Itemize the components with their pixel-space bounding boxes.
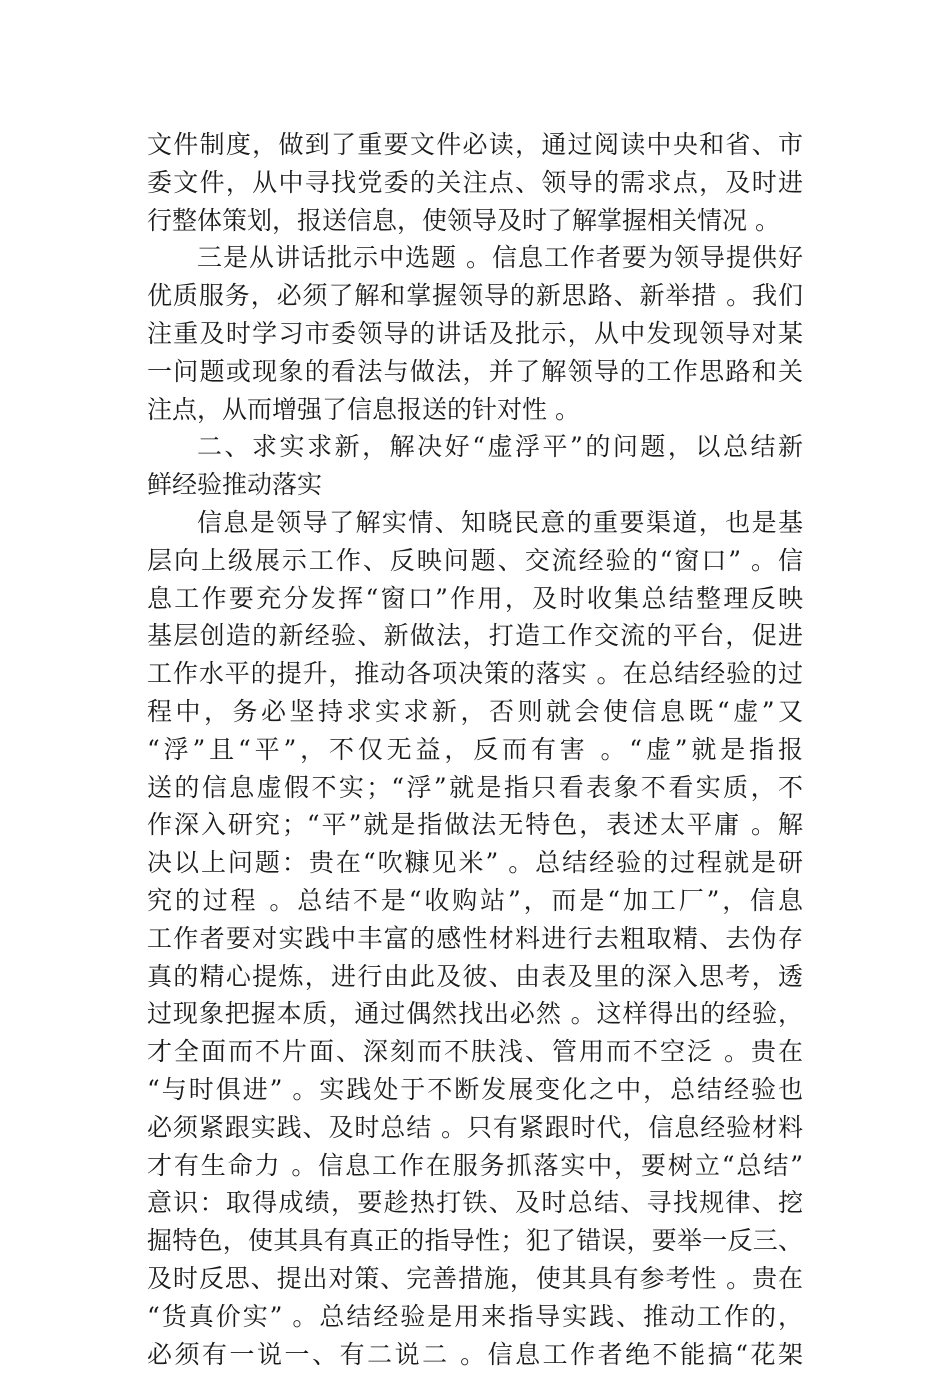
text-line: 究的过程 。总结不是“收购站”，而是“加工厂”，信息 bbox=[147, 882, 803, 920]
text-line: 信息是领导了解实情、知晓民意的重要渠道，也是基 bbox=[147, 504, 803, 542]
text-line: 送的信息虚假不实；“浮”就是指只看表象不看实质，不 bbox=[147, 769, 803, 807]
text-line: 程中，务必坚持求实求新，否则就会使信息既“虚”又 bbox=[147, 693, 803, 731]
body-text bbox=[147, 126, 803, 1373]
text-line: 才全面而不片面、深刻而不肤浅、管用而不空泛 。贵在 bbox=[147, 1033, 803, 1071]
text-line: 必须紧跟实践、及时总结 。只有紧跟时代，信息经验材料 bbox=[147, 1109, 803, 1147]
text-line: 意识：取得成绩，要趁热打铁、及时总结、寻找规律、挖 bbox=[147, 1184, 803, 1222]
text-line: “货真价实” 。总结经验是用来指导实践、推动工作的， bbox=[147, 1298, 803, 1336]
text-line: 才有生命力 。信息工作在服务抓落实中，要树立“总结” bbox=[147, 1147, 803, 1185]
text-line: 委文件，从中寻找党委的关注点、领导的需求点，及时进 bbox=[147, 164, 803, 202]
text-line: 工作水平的提升，推动各项决策的落实 。在总结经验的过 bbox=[147, 655, 803, 693]
text-line: 真的精心提炼，进行由此及彼、由表及里的深入思考，透 bbox=[147, 958, 803, 996]
text-line: 必须有一说一、有二说二 。信息工作者绝不能搞“花架 bbox=[147, 1336, 803, 1373]
text-line: 注点，从而增强了信息报送的针对性 。 bbox=[147, 391, 803, 429]
text-line: 作深入研究；“平”就是指做法无特色，表述太平庸 。解 bbox=[147, 806, 803, 844]
text-line: 二、求实求新，解决好“虚浮平”的问题，以总结新 bbox=[147, 428, 803, 466]
text-line: 过现象把握本质，通过偶然找出必然 。这样得出的经验， bbox=[147, 995, 803, 1033]
text-line: 掘特色，使其具有真正的指导性；犯了错误，要举一反三、 bbox=[147, 1222, 803, 1260]
text-line: 基层创造的新经验、新做法，打造工作交流的平台，促进 bbox=[147, 617, 803, 655]
text-line: 优质服务，必须了解和掌握领导的新思路、新举措 。我们 bbox=[147, 277, 803, 315]
text-line: 层向上级展示工作、反映问题、交流经验的“窗口” 。信 bbox=[147, 542, 803, 580]
text-line: 三是从讲话批示中选题 。信息工作者要为领导提供好 bbox=[147, 239, 803, 277]
text-line: 文件制度，做到了重要文件必读，通过阅读中央和省、市 bbox=[147, 126, 803, 164]
text-line: 决以上问题：贵在“吹糠见米” 。总结经验的过程就是研 bbox=[147, 844, 803, 882]
text-line: 注重及时学习市委领导的讲话及批示，从中发现领导对某 bbox=[147, 315, 803, 353]
text-line: 息工作要充分发挥“窗口”作用，及时收集总结整理反映 bbox=[147, 580, 803, 618]
text-line: 工作者要对实践中丰富的感性材料进行去粗取精、去伪存 bbox=[147, 920, 803, 958]
text-line: 一问题或现象的看法与做法，并了解领导的工作思路和关 bbox=[147, 353, 803, 391]
text-line: 行整体策划，报送信息，使领导及时了解掌握相关情况 。 bbox=[147, 202, 803, 240]
text-line: 及时反思、提出对策、完善措施，使其具有参考性 。贵在 bbox=[147, 1260, 803, 1298]
text-line: “与时俱进” 。实践处于不断发展变化之中，总结经验也 bbox=[147, 1071, 803, 1109]
text-line: 鲜经验推动落实 bbox=[147, 466, 803, 504]
text-line: “浮”且“平”，不仅无益，反而有害 。“虚”就是指报 bbox=[147, 731, 803, 769]
